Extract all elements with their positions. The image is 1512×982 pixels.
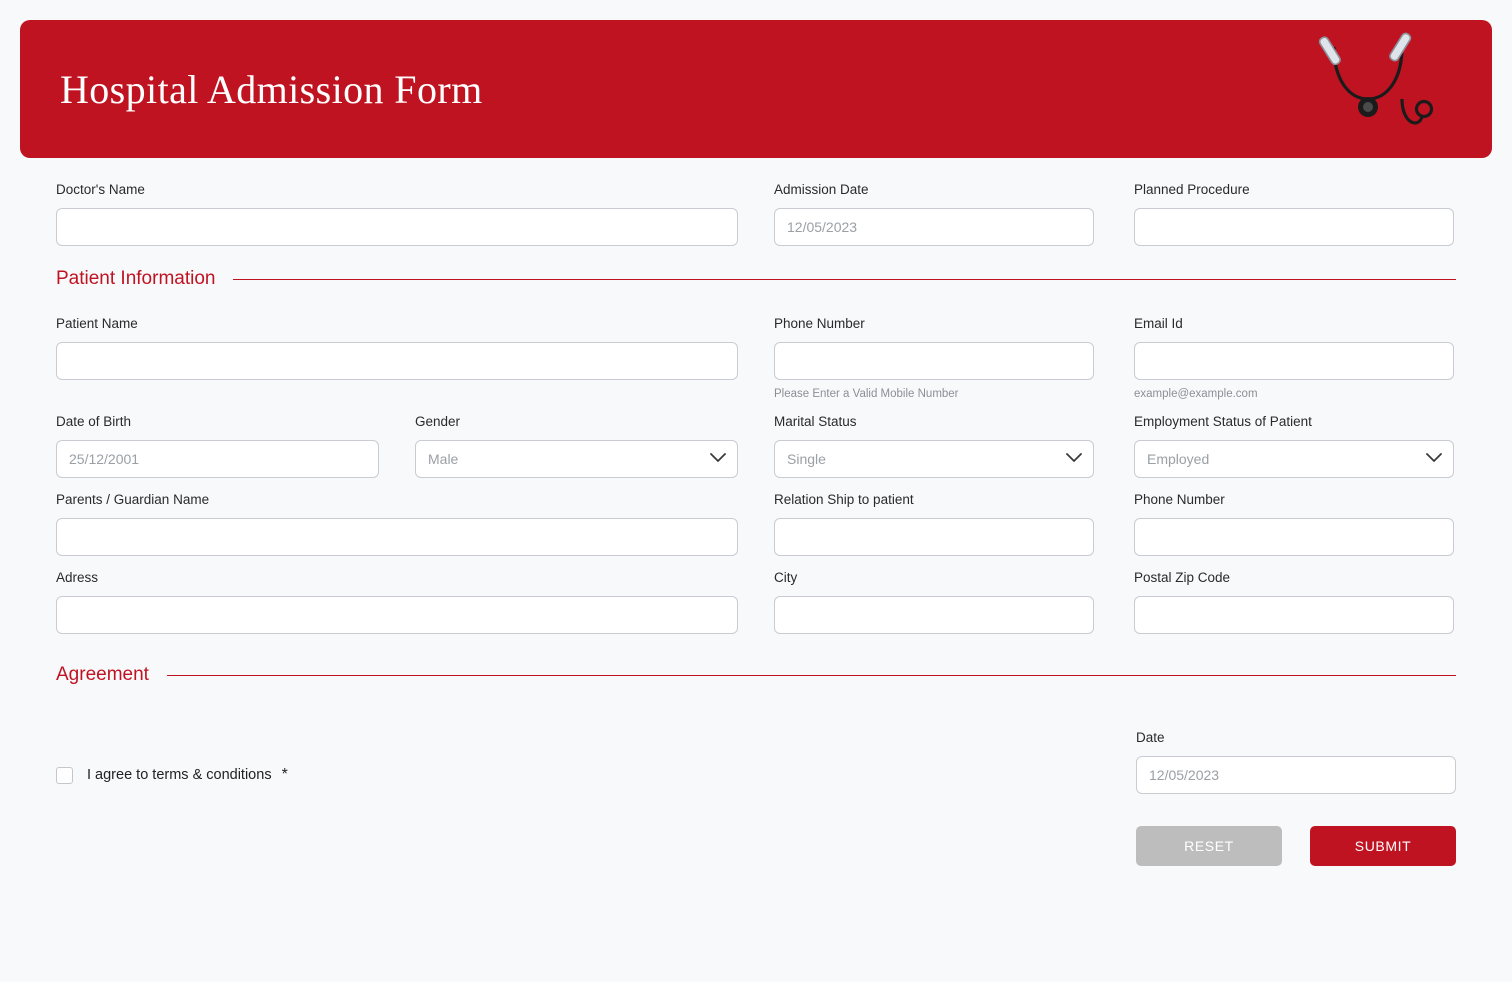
doctor-name-input[interactable] [56,208,738,246]
reset-button[interactable]: RESET [1136,826,1282,866]
email-id-input[interactable] [1134,342,1454,380]
employment-status-select[interactable] [1134,440,1454,478]
patient-name-input[interactable] [56,342,738,380]
row-agreement [56,730,1456,866]
gender-select[interactable] [415,440,738,478]
field-patient-name [56,316,738,380]
section-divider [233,279,1456,280]
agreement-date-label: Date [1136,730,1165,745]
date-of-birth-input[interactable] [56,440,379,478]
admission-date-label: Admission Date [774,182,869,197]
terms-checkbox-block[interactable] [56,730,1136,784]
doctor-name-label: Doctor's Name [56,182,145,197]
admission-date-input[interactable] [774,208,1094,246]
city-input[interactable] [774,596,1094,634]
row-doctor-admission-procedure [56,182,1456,246]
section-title-patient-information: Patient Information [56,268,216,289]
address-label: Adress [56,570,99,585]
field-city [774,570,1094,634]
terms-checkbox[interactable] [56,767,73,784]
section-patient-information [56,268,1456,290]
email-id-helper: example@example.com [1134,388,1258,400]
section-divider [167,675,1456,676]
section-agreement [56,664,1456,686]
marital-status-label: Marital Status [774,414,857,429]
patient-name-label: Patient Name [56,316,138,331]
page-title: Hospital Admission Form [60,66,483,112]
postal-zip-input[interactable] [1134,596,1454,634]
gender-label: Gender [415,414,461,429]
phone-number-input[interactable] [774,342,1094,380]
field-agreement-date [1136,730,1456,866]
agreement-date-input[interactable] [1136,756,1456,794]
field-marital-status [774,414,1094,478]
date-of-birth-label: Date of Birth [56,414,132,429]
relationship-label: Relation Ship to patient [774,492,914,507]
row-address-city-zip [56,570,1456,634]
address-input[interactable] [56,596,738,634]
postal-zip-label: Postal Zip Code [1134,570,1231,585]
terms-label: I agree to terms & conditions [87,767,272,783]
field-email-id [1134,316,1454,400]
row-name-phone-email [56,316,1456,400]
form-body [0,158,1512,866]
marital-status-select[interactable] [774,440,1094,478]
field-guardian-phone [1134,492,1454,556]
employment-status-select-wrap [1134,440,1454,478]
planned-procedure-input[interactable] [1134,208,1454,246]
field-date-of-birth [56,414,379,478]
planned-procedure-label: Planned Procedure [1134,182,1250,197]
field-gender [415,414,738,478]
marital-status-select-wrap [774,440,1094,478]
city-label: City [774,570,798,585]
row-guardian-relationship-phone [56,492,1456,556]
email-id-label: Email Id [1134,316,1183,331]
guardian-phone-input[interactable] [1134,518,1454,556]
form-header [20,20,1492,158]
field-employment-status [1134,414,1454,478]
field-doctor-name [56,182,738,246]
phone-number-helper: Please Enter a Valid Mobile Number [774,388,959,400]
field-planned-procedure [1134,182,1454,246]
guardian-name-input[interactable] [56,518,738,556]
gender-select-wrap [415,440,738,478]
form-actions [1136,826,1456,866]
stethoscope-icon [1312,29,1442,149]
employment-status-label: Employment Status of Patient [1134,414,1312,429]
field-postal-zip [1134,570,1454,634]
field-relationship [774,492,1094,556]
required-asterisk: * [281,766,288,783]
row-dob-gender-marital-employment [56,414,1456,478]
guardian-name-label: Parents / Guardian Name [56,492,210,507]
guardian-phone-label: Phone Number [1134,492,1225,507]
field-guardian-name [56,492,738,556]
relationship-input[interactable] [774,518,1094,556]
phone-number-label: Phone Number [774,316,865,331]
section-title-agreement: Agreement [56,664,149,685]
field-admission-date [774,182,1094,246]
field-address [56,570,738,634]
field-phone-number [774,316,1094,400]
submit-button[interactable]: SUBMIT [1310,826,1456,866]
